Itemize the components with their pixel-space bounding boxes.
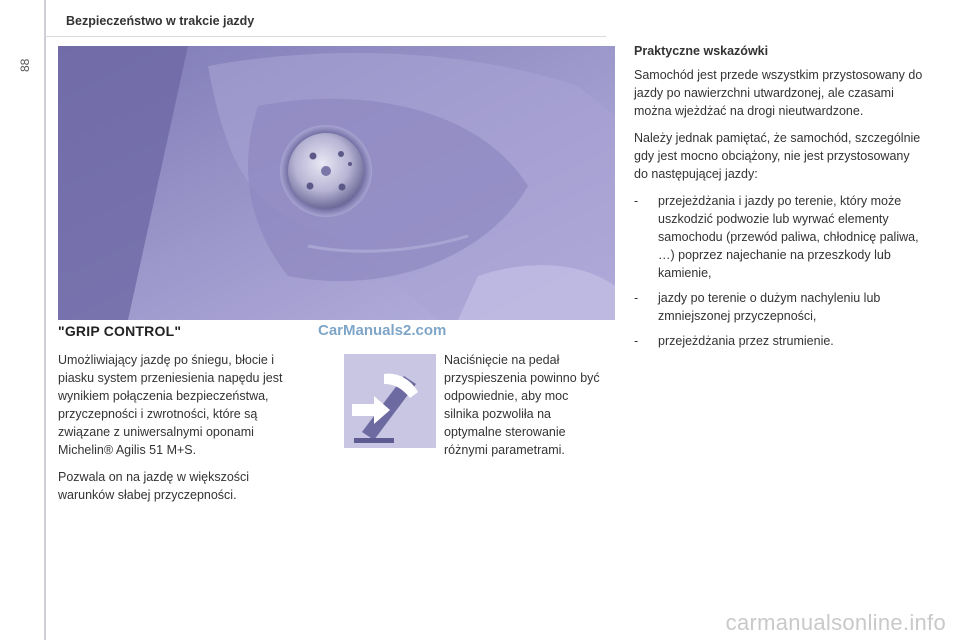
pedal-pictogram-svg [344,354,436,448]
accelerator-pedal-icon [344,354,436,448]
header-rule [46,36,606,37]
bullet-text: przejeżdżania przez strumienie. [658,334,834,348]
tips-paragraph-2: Należy jednak pamiętać, że samochód, szczególnie gdy jest mocno obciążony, nie jest przystosowany do następującej jazdy: [634,131,921,181]
grip-paragraph-1: Umożliwiający jazdę po śniegu, błocie i piasku system przeniesienia napędu jest wynikiem połączenia bezpieczeństwa, przyczepności i zwrotności, które są związane z uniwersalnymi oponami Michelin® Agilis 51 M+S. [58,353,283,457]
list-item [634,192,924,282]
bullet-text: przejeżdżania i jazdy po terenie, który może uszkodzić podwozie lub wyrwać elementy samochodu (przewód paliwa, chłodnicę paliwa, …) poprzez najechanie na przeszkody lub kamienie, [658,194,919,280]
watermark-carmanuals: CarManuals2.com [318,322,447,339]
grip-control-illustration [58,46,615,320]
bullet-dash: - [634,194,639,208]
tips-paragraph-1: Samochód jest przede wszystkim przystosowany do jazdy po nawierzchni utwardzonej, ale czasami można wjeżdżać na drogi nieutwardzone. [634,68,923,118]
dashboard-illustration-svg [58,46,615,320]
bullet-text: jazdy po terenie o dużym nachyleniu lub zmniejszonej przyczepności, [658,291,881,323]
practical-tips-heading: Praktyczne wskazówki [634,44,769,58]
grip-paragraph-2: Pozwala on na jazdę w większości warunków słabej przyczepności. [58,470,250,502]
floor-line [354,438,394,443]
watermark-carmanualsonline: carmanualsonline.info [725,610,946,635]
dial-center [321,166,331,176]
practical-tips [634,42,924,357]
pedal-note: Naciśnięcie na pedał przyspieszenia powinno być odpowiednie, aby moc silnika pozwoliła na optymalne sterowanie różnymi parametrami. [444,353,600,457]
list-item [634,289,924,325]
grip-control-heading: "GRIP CONTROL" [58,323,182,339]
page-number: 88 [18,58,32,72]
grip-description [58,351,306,513]
bullet-dash: - [634,291,639,305]
list-item [634,332,924,350]
section-title: Bezpieczeństwo w trakcie jazdy [66,14,255,28]
margin-bar [44,0,46,640]
bullet-dash: - [634,334,639,348]
tips-bullet-list [634,192,924,350]
